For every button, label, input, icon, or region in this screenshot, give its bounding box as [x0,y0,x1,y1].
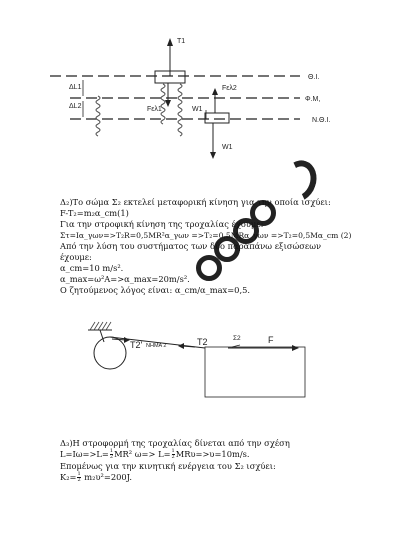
frac-num: 1 [171,448,175,454]
text2-line3: Επομένως για την κινητική ενέργεια του Σ₂ ισχύει: [60,461,276,471]
text2-line2-part1: L=Iω=>L= [60,449,109,459]
label-fel1: Fελ1 [147,106,162,113]
label-t2-prime: T2' [130,340,143,350]
label-nima-2: ΝΗΜΑ 2 [146,343,167,349]
text1-line8: α_max=ω²A=>α_max=20m/s². [60,274,190,284]
text1-line6: έχουμε: [60,252,92,262]
frac-den: 2 [77,477,81,483]
frac-num: 1 [109,448,114,454]
text2-line4-part1: K₂= [60,472,77,482]
frac-den: 2 [109,454,114,460]
label-t1: T1 [177,38,186,45]
fraction-half-1 [110,449,113,460]
spring-diagram [0,0,400,190]
label-w1-mid: W1 [192,106,203,113]
pulley-diagram [0,320,400,410]
label-fm: Φ.Μ, [305,96,321,103]
label-t2: T2 [197,337,208,347]
text2-line2 [60,449,250,460]
fraction-half-3 [77,472,80,483]
text2-line2-part3: MRυ=>υ=10m/s. [175,449,250,459]
frac-num: 1 [77,471,81,477]
text1-line9: Ο ζητούμενος λόγος είναι: α_cm/α_max=0,5. [60,285,251,295]
label-w1-bottom: W1 [222,144,233,151]
text2-line4 [60,472,132,483]
text1-line3: Για την στροφική κίνηση της τροχαλίας έχουμε: [60,219,264,229]
watermark-ring-4 [196,255,222,281]
text2-line4-part2: m₂υ²=200J. [81,472,132,482]
text1-line7: α_cm=10 m/s². [60,263,124,273]
fraction-half-2 [172,449,175,460]
text2-line1: Δ₃)Η στροφορμή της τροχαλίας δίνεται από την σχέση [60,438,290,448]
frac-den: 2 [171,454,175,460]
label-noi: Ν.Θ.Ι. [312,117,331,124]
label-dl2: ΔL2 [69,103,82,110]
label-fel2: Fελ2 [222,85,237,92]
text2-line2-part2: MR² ω=> L= [114,449,171,459]
text1-line4: Στ=Ια_γων=>T₂R=0,5MR²α_γων =>T₂=0,5MRα_γων =>T₂=0,5Μα_cm (2) [60,231,352,240]
text1-line2: F-T₂=m₂α_cm(1) [60,208,129,218]
label-oi: Θ.Ι. [308,74,320,81]
label-f: F [268,335,274,345]
label-dl1: ΔL1 [69,84,82,91]
text1-line1: Δ₂)Το σώμα Σ₂ εκτελεί μεταφορική κίνηση για την οποία ισχύει: [60,197,331,207]
label-s2: Σ2 [233,335,241,342]
text1-line5: Από την λύση του συστήματος των δύο παραπάνω εξισώσεων [60,241,322,251]
